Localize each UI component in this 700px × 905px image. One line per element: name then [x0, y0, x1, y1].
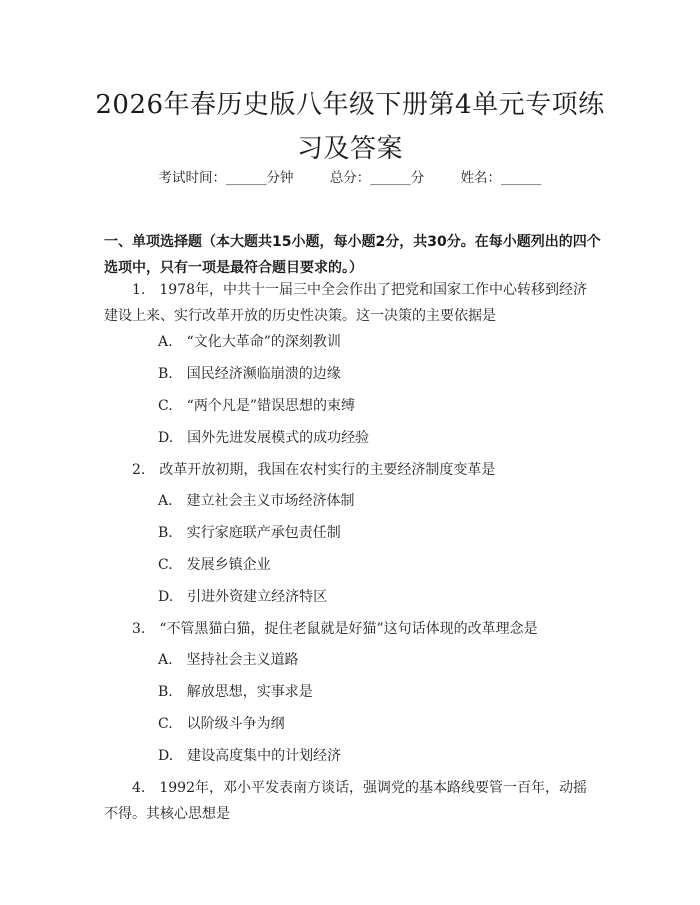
student-name-field: 姓名：______ [460, 170, 542, 186]
question-2-option-b: B. 实行家庭联产承包责任制 [158, 525, 341, 541]
question-3: 3. “不管黑猫白猫，捉住老鼠就是好猫”这句话体现的改革理念是 [132, 621, 538, 637]
question-3-option-a: A. 坚持社会主义道路 [158, 652, 299, 668]
question-1-option-b: B. 国民经济濒临崩溃的边缘 [158, 366, 341, 382]
section-heading: 一、单项选择题（本大题共15小题，每小题2分，共30分。在每小题列出的四个选项中，只有一项是最符合题目要求的。） [104, 234, 601, 276]
exam-meta-line [0, 168, 700, 188]
total-score-field: 总分：______分 [329, 170, 425, 186]
question-2: 2. 改革开放初期，我国在农村实行的主要经济制度变革是 [132, 462, 496, 478]
question-1-option-c: C. “两个凡是”错误思想的束缚 [158, 398, 355, 414]
question-4: 4. 1992年，邓小平发表南方谈话，强调党的基本路线要管一百年，动摇不得。其核心思想是 [104, 780, 587, 822]
question-3-option-c: C. 以阶级斗争为纲 [158, 716, 285, 732]
question-1: 1. 1978年，中共十一届三中全会作出了把党和国家工作中心转移到经济建设上来、实行改革开放的历史性决策。这一决策的主要依据是 [104, 282, 587, 324]
question-3-option-b: B. 解放思想，实事求是 [158, 684, 313, 700]
document-title: 2026年春历史版八年级下册第4单元专项练习及答案 [95, 90, 605, 164]
question-2-option-a: A. 建立社会主义市场经济体制 [158, 493, 355, 509]
exam-time-field: 考试时间：______分钟 [158, 170, 294, 186]
question-2-option-d: D. 引进外资建立经济特区 [158, 589, 328, 605]
question-1-option-d: D. 国外先进发展模式的成功经验 [158, 430, 370, 446]
question-3-option-d: D. 建设高度集中的计划经济 [158, 748, 342, 764]
question-2-option-c: C. 发展乡镇企业 [158, 557, 271, 573]
question-1-option-a: A. “文化大革命”的深刻教训 [158, 334, 341, 350]
